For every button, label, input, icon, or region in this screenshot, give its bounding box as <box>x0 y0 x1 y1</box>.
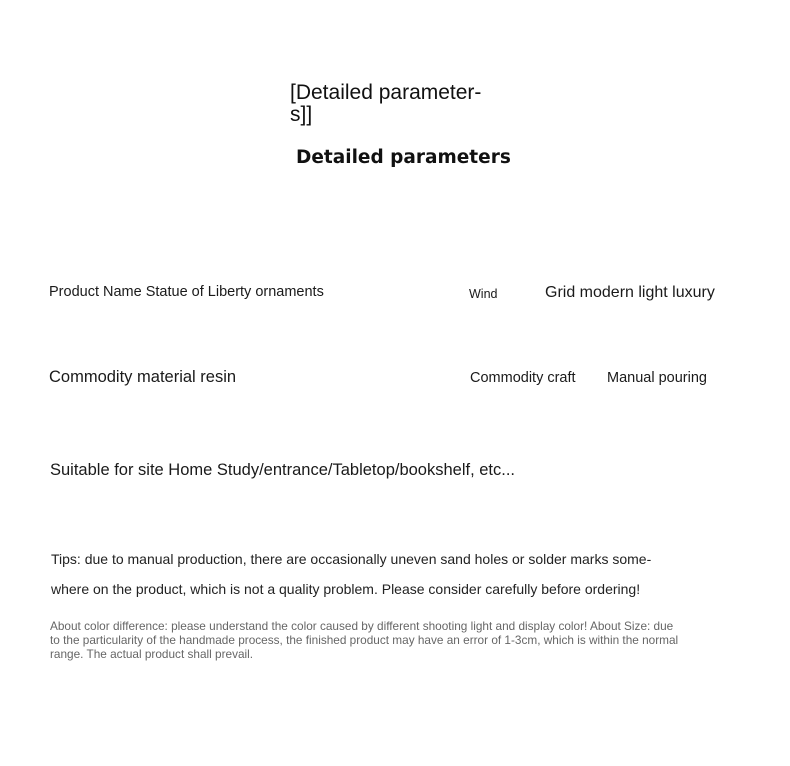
craft-label: Commodity craft <box>470 370 576 386</box>
heading-bracketed-line2: s]] <box>290 103 313 126</box>
page-heading-bracketed <box>290 82 495 126</box>
wind-value: Grid modern light luxury <box>545 284 715 301</box>
about-line-2: to the particularity of the handmade process, the finished product may have an error of 1-3cm, which is within the normal <box>50 633 679 647</box>
about-note <box>50 619 710 661</box>
tips-line-1: Tips: due to manual production, there are occasionally uneven sand holes or solder marks some- <box>51 551 652 567</box>
site-param: Suitable for site Home Study/entrance/Tabletop/bookshelf, etc... <box>50 461 516 479</box>
page-title: Detailed parameters <box>296 147 511 168</box>
craft-value: Manual pouring <box>607 370 707 386</box>
wind-label: Wind <box>469 287 498 301</box>
product-name-param: Product Name Statue of Liberty ornaments <box>49 284 324 300</box>
material-param: Commodity material resin <box>49 368 237 386</box>
about-line-1: About color difference: please understand the color caused by different shooting light and display color! About Size: due <box>50 619 674 633</box>
tips-line-2: where on the product, which is not a quality problem. Please consider carefully before ordering! <box>51 580 641 597</box>
about-line-3: range. The actual product shall prevail. <box>50 647 254 661</box>
tips-note <box>51 545 691 604</box>
heading-bracketed-line1: [Detailed parameter- <box>290 81 482 104</box>
